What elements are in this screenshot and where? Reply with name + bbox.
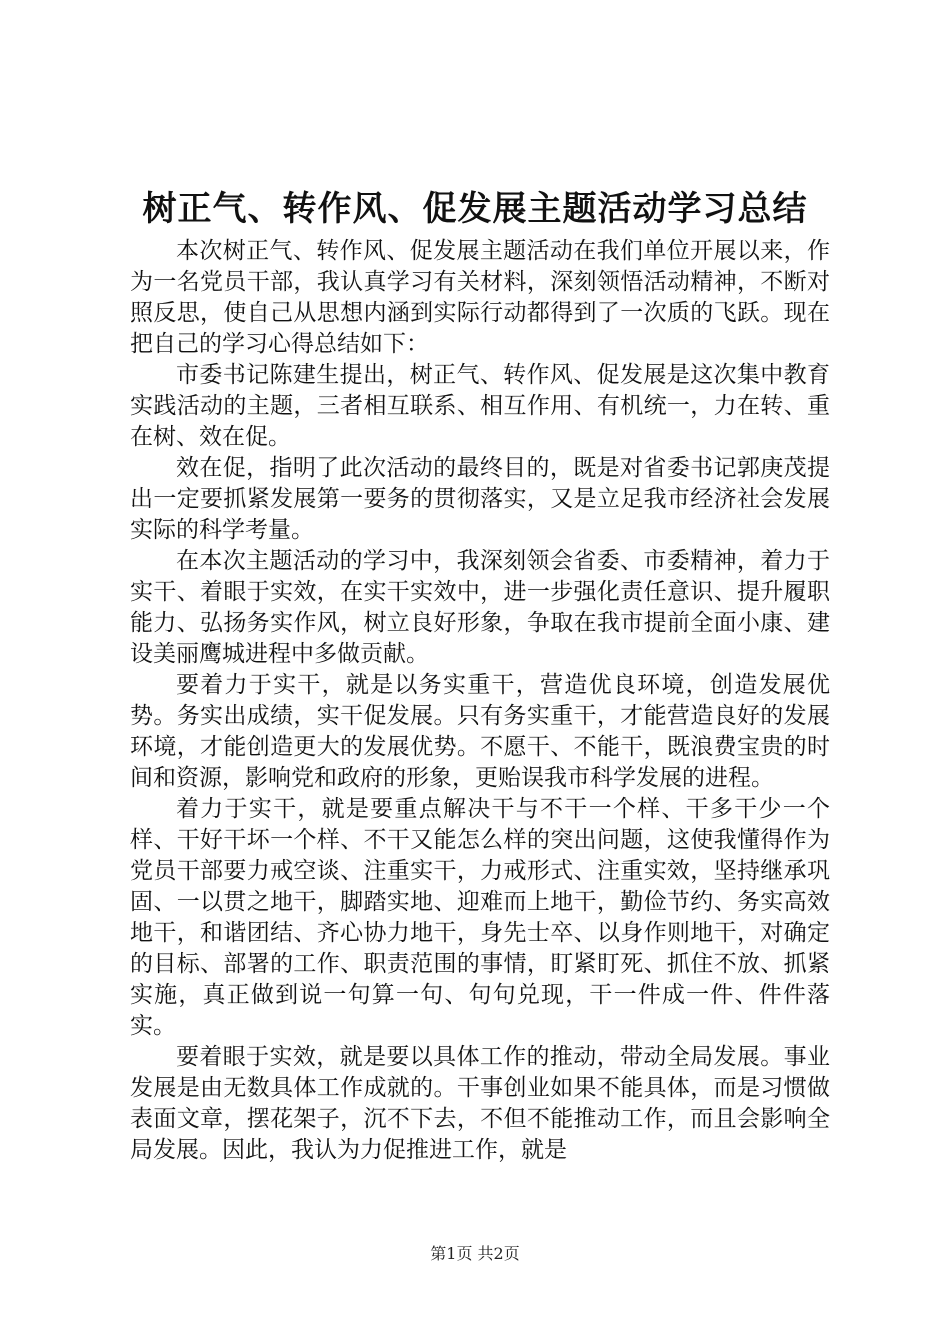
- paragraph: 效在促，指明了此次活动的最终目的，既是对省委书记郭庚茂提出一定要抓紧发展第一要务的贯彻落实，又是立足我市经济社会发展实际的科学考量。: [130, 455, 830, 543]
- page-footer: 第1页 共2页: [430, 1244, 520, 1263]
- paragraph: 要着眼于实效，就是要以具体工作的推动，带动全局发展。事业发展是由无数具体工作成就的。干事创业如果不能具体，而是习惯做表面文章，摆花架子，沉不下去，不但不能推动工作，而且会影响全局发展。因此，我认为力促推进工作，就是: [130, 1044, 830, 1163]
- paragraph: 市委书记陈建生提出，树正气、转作风、促发展是这次集中教育实践活动的主题，三者相互联系、相互作用、有机统一，力在转、重在树、效在促。: [130, 362, 830, 450]
- paragraph: 本次树正气、转作风、促发展主题活动在我们单位开展以来，作为一名党员干部，我认真学习有关材料，深刻领悟活动精神，不断对照反思，使自己从思想内涵到实际行动都得到了一次质的飞跃。现在把自己的学习心得总结如下：: [130, 238, 830, 357]
- paragraph: 在本次主题活动的学习中，我深刻领会省委、市委精神，着力于实干、着眼于实效，在实干实效中，进一步强化责任意识、提升履职能力、弘扬务实作风，树立良好形象，争取在我市提前全面小康、建设美丽鹰城进程中多做贡献。: [130, 548, 830, 667]
- document-body: [130, 236, 830, 1166]
- paragraph: 着力于实干，就是要重点解决干与不干一个样、干多干少一个样、干好干坏一个样、不干又能怎么样的突出问题，这使我懂得作为党员干部要力戒空谈、注重实干，力戒形式、注重实效，坚持继承巩固、一以贯之地干，脚踏实地、迎难而上地干，勤俭节约、务实高效地干，和谐团结、齐心协力地干，身先士卒、以身作则地干，对确定的目标、部署的工作、职责范围的事情，盯紧盯死、抓住不放、抓紧实施，真正做到说一句算一句、句句兑现，干一件成一件、件件落实。: [130, 796, 830, 1039]
- document-title: 树正气、转作风、促发展主题活动学习总结: [142, 189, 808, 229]
- paragraph: 要着力于实干，就是以务实重干，营造优良环境，创造发展优势。务实出成绩，实干促发展。只有务实重干，才能营造良好的发展环境，才能创造更大的发展优势。不愿干、不能干，既浪费宝贵的时间和资源，影响党和政府的形象，更贻误我市科学发展的进程。: [130, 672, 830, 791]
